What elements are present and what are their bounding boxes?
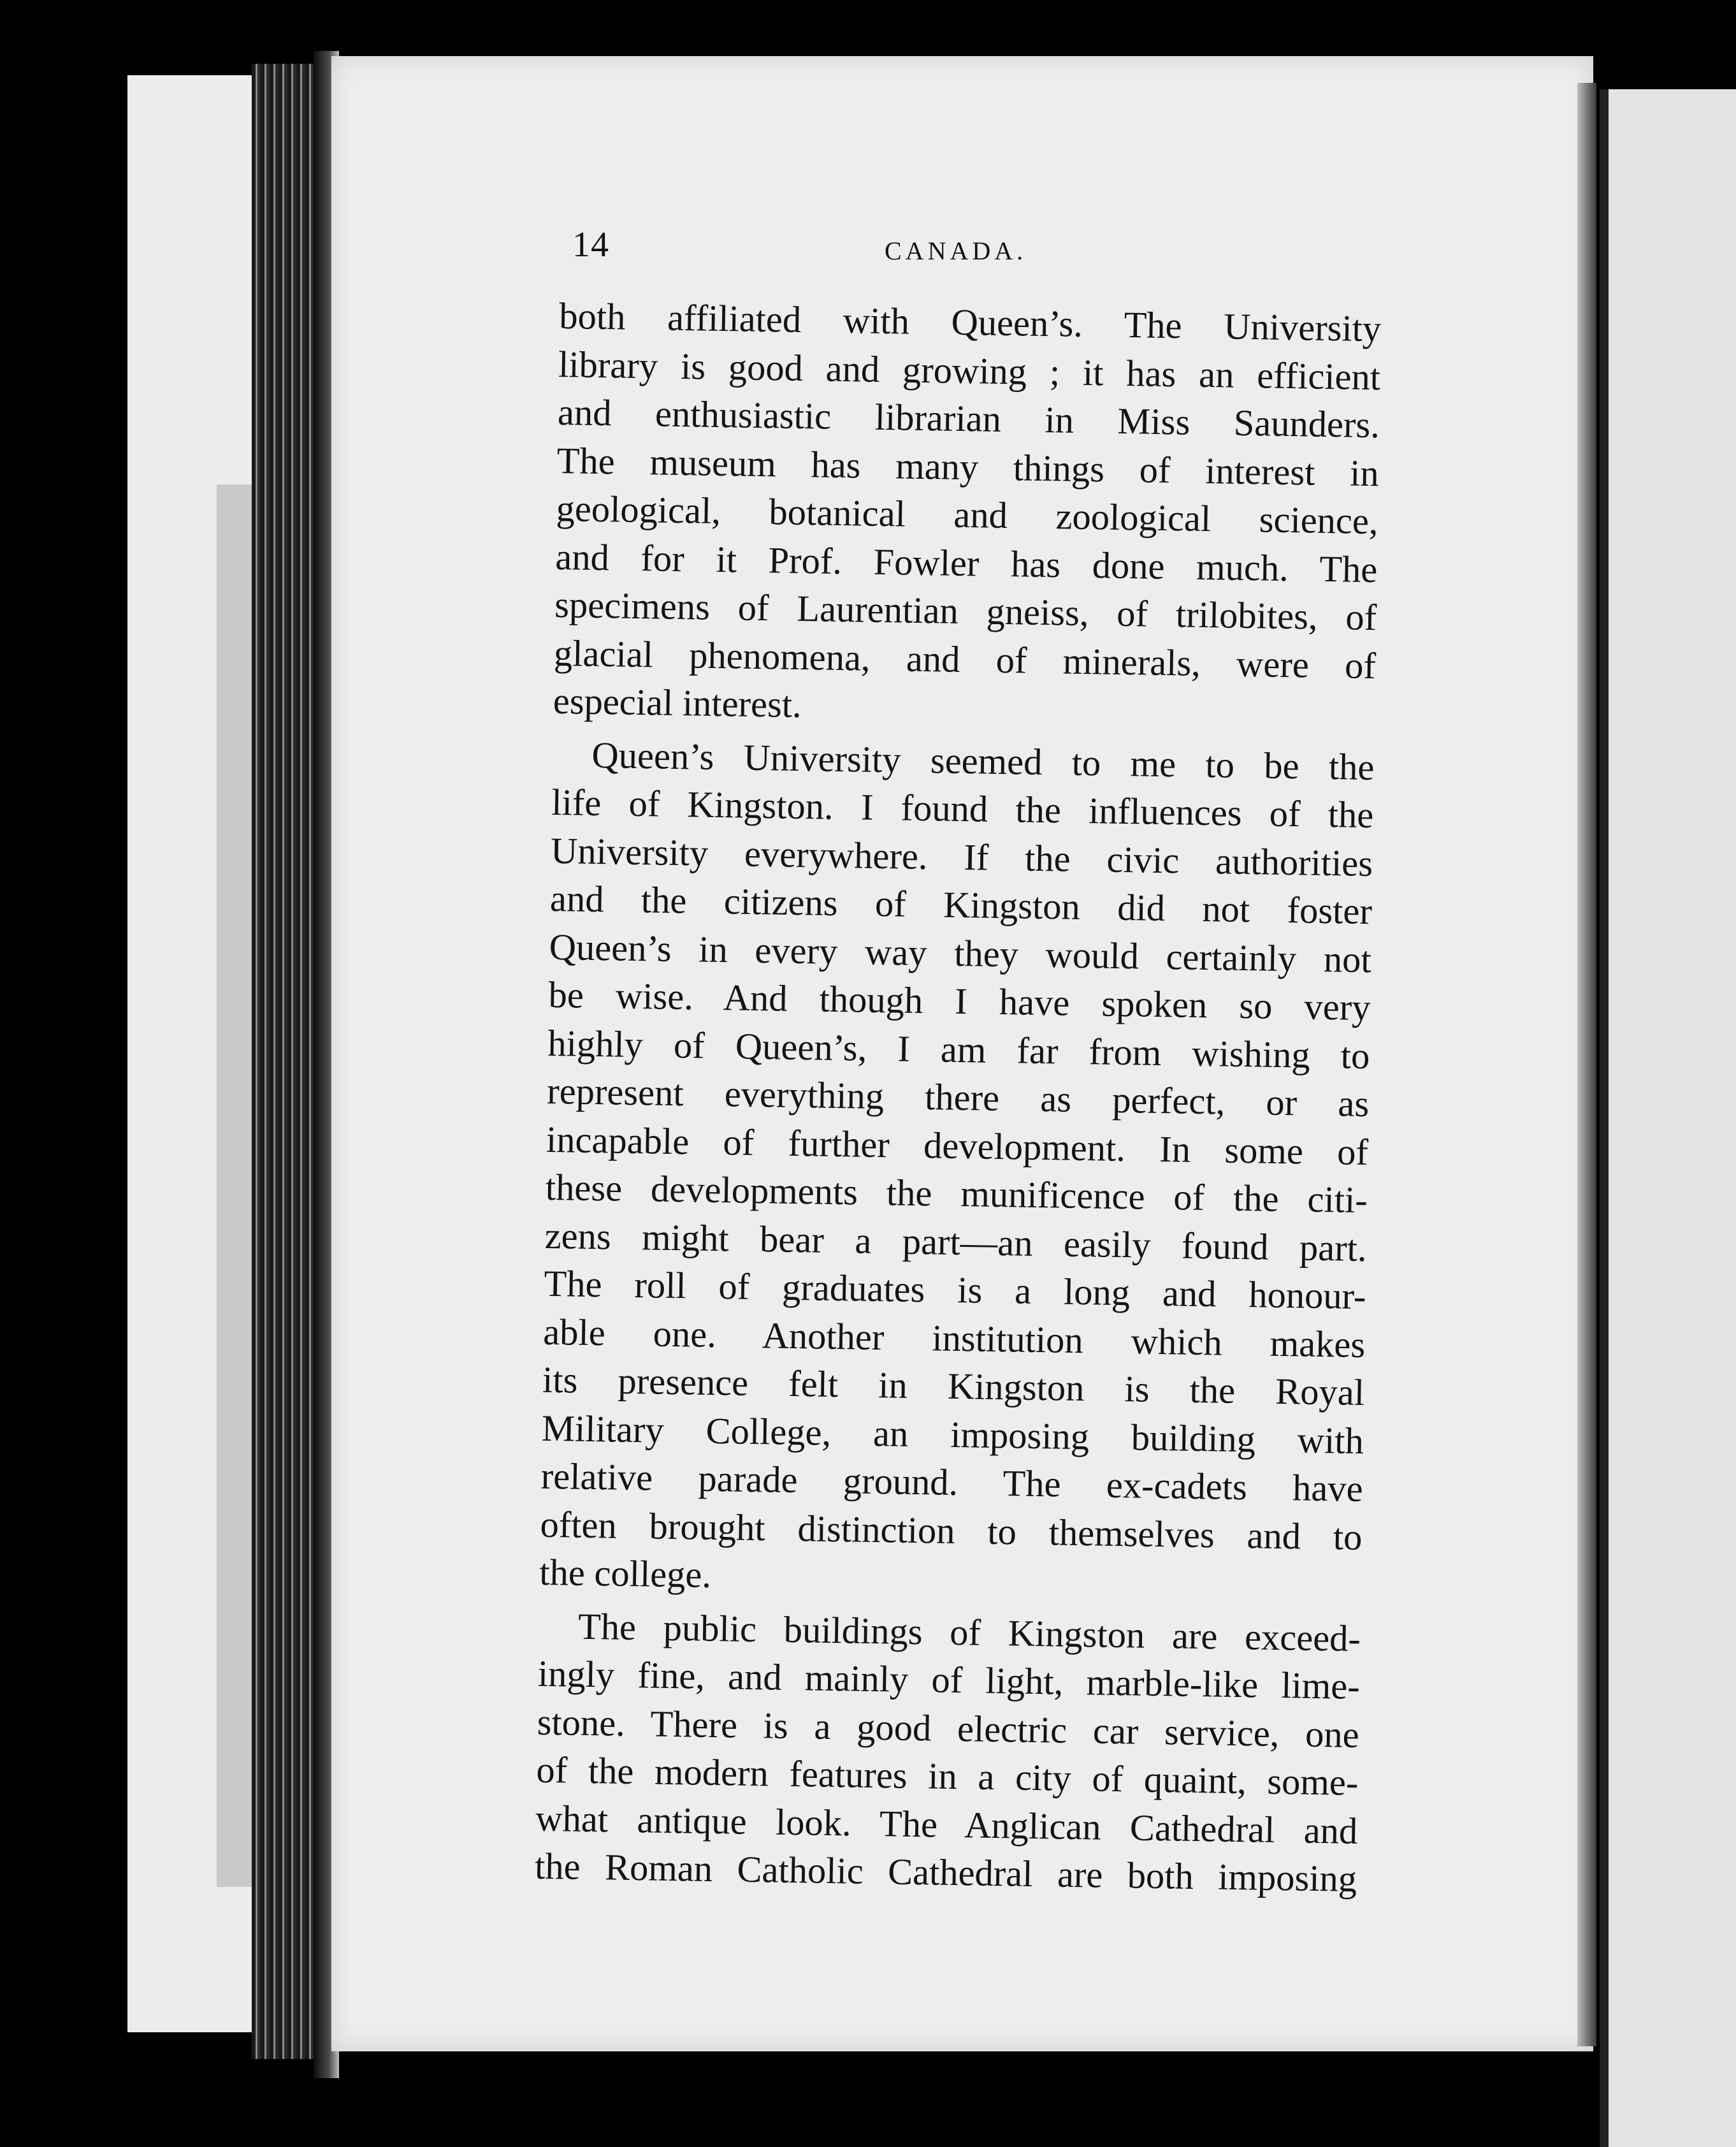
paragraph-3 bbox=[535, 1601, 1361, 1903]
text-line: Military College, an imposing building with bbox=[541, 1407, 1364, 1462]
text-line: its presence felt in Kingston is the Royal bbox=[542, 1358, 1365, 1414]
text-line: both affiliated with Queen’s. The University bbox=[558, 295, 1382, 350]
text-line: glacial phenomena, and of minerals, were of bbox=[553, 632, 1377, 687]
page-header bbox=[572, 224, 1382, 275]
text-line: library is good and growing ; it has an efficient bbox=[558, 343, 1381, 398]
text-line: highly of Queen’s, I am far from wishing to bbox=[547, 1022, 1370, 1077]
text-line: these developments the munificence of the citi- bbox=[545, 1166, 1368, 1221]
text-line: life of Kingston. I found the influences of the bbox=[551, 781, 1374, 836]
body-text bbox=[534, 292, 1381, 1908]
text-line: often brought distinction to themselves and to bbox=[540, 1503, 1363, 1558]
scanner-bed-shadow bbox=[217, 484, 255, 1887]
text-line: represent everything there as perfect, or as bbox=[546, 1070, 1370, 1125]
text-line: and the citizens of Kingston did not foster bbox=[549, 877, 1373, 933]
text-line: the Roman Catholic Cathedral are both imposing bbox=[534, 1845, 1357, 1900]
text-line: and enthusiastic librarian in Miss Saunders. bbox=[557, 391, 1380, 446]
text-line: Queen’s in every way they would certainly not bbox=[549, 926, 1372, 980]
text-line: what antique look. The Anglican Cathedral and bbox=[535, 1797, 1358, 1852]
text-line: be wise. And though I have spoken so very bbox=[548, 973, 1371, 1029]
text-line: The museum has many things of interest in bbox=[556, 439, 1380, 494]
running-head: CANADA. bbox=[885, 237, 1027, 265]
text-line: The public buildings of Kingston are exceed- bbox=[577, 1605, 1361, 1659]
text-line: the college. bbox=[539, 1551, 712, 1596]
text-line: relative parade ground. The ex-cadets have bbox=[540, 1455, 1364, 1510]
text-line: geological, botanical and zoological science, bbox=[556, 487, 1379, 542]
text-line: especial interest. bbox=[553, 680, 802, 726]
text-line: stone. There is a good electric car service, one bbox=[537, 1701, 1360, 1756]
text-line: and for it Prof. Fowler has done much. The bbox=[554, 535, 1378, 590]
text-line: incapable of further development. In some of bbox=[546, 1118, 1369, 1173]
text-line: The roll of graduates is a long and honour- bbox=[544, 1262, 1366, 1318]
text-line: University everywhere. If the civic authorities bbox=[550, 829, 1373, 884]
page-number: 14 bbox=[572, 225, 609, 265]
text-line: specimens of Laurentian gneiss, of trilobites, of bbox=[554, 583, 1377, 639]
text-line: ingly fine, and mainly of light, marble-like lime- bbox=[537, 1652, 1361, 1707]
text-line: able one. Another institution which makes bbox=[542, 1311, 1366, 1365]
paragraph-2 bbox=[539, 730, 1375, 1609]
page-fold-shadow bbox=[1577, 83, 1596, 2046]
text-line: of the modern features in a city of quaint, some- bbox=[536, 1749, 1359, 1803]
text-line: Queen’s University seemed to me to be the bbox=[591, 734, 1375, 788]
text-line: zens might bear a part—an easily found part. bbox=[544, 1214, 1368, 1269]
next-page-sliver bbox=[1600, 89, 1736, 2147]
paragraph-1 bbox=[553, 292, 1382, 738]
